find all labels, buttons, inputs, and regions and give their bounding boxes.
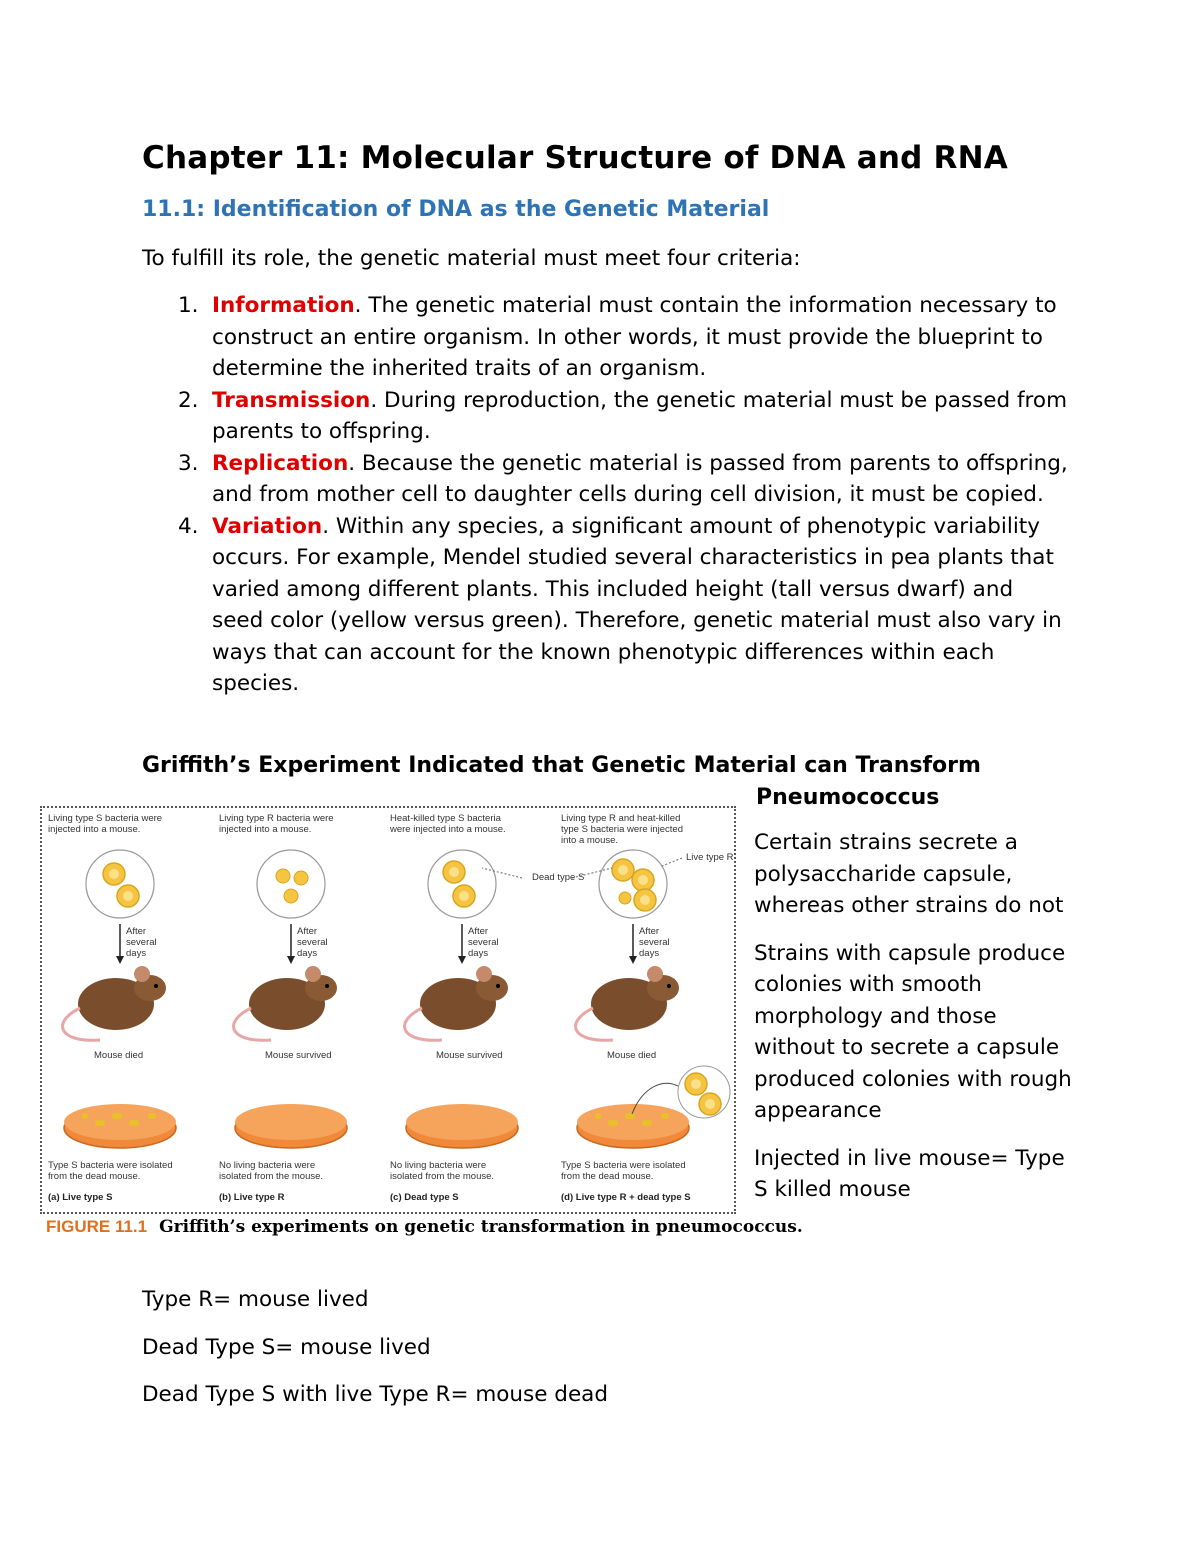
after-several-days-label: After (468, 926, 489, 937)
bacterium-core (638, 875, 648, 885)
mouse-result-label: Mouse survived (265, 1050, 332, 1061)
arrow-head (116, 956, 124, 964)
side-note: Certain strains secrete a polysaccharide capsule, whereas other strains do not (754, 830, 1064, 918)
griffith-figure (40, 806, 736, 1214)
after-several-days-label: several (639, 937, 670, 948)
side-notes (754, 827, 1074, 1222)
petri-dish-agar (577, 1104, 689, 1140)
mouse-ear (647, 966, 663, 982)
panel-bottom-caption: Type S bacteria were isolated (561, 1160, 686, 1171)
mouse-result-label: Mouse survived (436, 1050, 503, 1061)
figure-number: FIGURE 11.1 (46, 1217, 148, 1236)
colony (608, 1120, 614, 1126)
bottom-notes (142, 1284, 608, 1427)
panel-top-caption: were injected into a mouse. (390, 824, 506, 835)
bottom-note: Dead Type S= mouse lived (142, 1334, 431, 1360)
panel-top-caption: Living type R bacteria were (219, 813, 334, 824)
list-item (170, 385, 1070, 448)
criterion-term: Variation (212, 513, 323, 539)
bacterium-core (705, 1099, 715, 1109)
criterion-term: Replication (212, 450, 349, 476)
panel-bottom-caption: No living bacteria were (219, 1160, 316, 1171)
panel-top-caption: into a mouse. (561, 835, 619, 846)
after-several-days-label: days (297, 948, 318, 959)
panel-label: (d) Live type R + dead type S (561, 1192, 691, 1203)
side-note: Injected in live mouse= Type S killed mouse (754, 1145, 1065, 1202)
bacterium-core (459, 891, 469, 901)
bacterium-core (123, 891, 133, 901)
mouse-ear (305, 966, 321, 982)
mouse-result-label: Mouse died (94, 1050, 144, 1061)
panel-label: (b) Live type R (219, 1192, 285, 1203)
colony (625, 1113, 631, 1119)
syringe-circle (428, 850, 496, 918)
mouse-eye (667, 984, 671, 988)
bottom-note: Dead Type S with live Type R= mouse dead (142, 1382, 609, 1407)
criterion-term: Transmission (212, 387, 371, 413)
list-number: 2. (178, 387, 199, 413)
panel-label: (c) Dead type S (390, 1192, 459, 1203)
panel-top-caption: injected into a mouse. (48, 824, 141, 835)
criteria-list (170, 290, 1070, 700)
bacterium-core (618, 865, 628, 875)
mouse-result-label: Mouse died (607, 1050, 657, 1061)
after-several-days-label: days (468, 948, 489, 959)
panel-top-caption: Living type S bacteria were (48, 813, 163, 824)
panel-bottom-caption: No living bacteria were (390, 1160, 487, 1171)
colony (95, 1120, 101, 1126)
figure-caption (46, 1217, 803, 1237)
after-several-days-label: several (297, 937, 328, 948)
colony (129, 1120, 135, 1126)
criterion-text: . During reproduction, the genetic material must be passed from parents to offspring. (212, 387, 1068, 444)
criterion-text: . Within any species, a significant amount of phenotypic variability occurs. For example, Mendel studied several characteristics in pea plants that varied among different plants. This included height (tall versus dwarf) and seed color (yellow versus green). Therefore, genetic material must also vary in ways that can account for the known phenotypic differences within each species. (212, 513, 1062, 696)
list-number: 1. (178, 293, 199, 318)
panel-top-caption: Living type R and heat-killed (561, 813, 681, 824)
bacterium-core (109, 869, 119, 879)
colony (595, 1113, 601, 1119)
bottom-note: Type R= mouse lived (142, 1287, 369, 1312)
panel-top-caption: injected into a mouse. (219, 824, 312, 835)
chapter-title: Chapter 11: Molecular Structure of DNA and RNA (142, 140, 1008, 176)
pointer-line (662, 858, 682, 866)
panel-label: (a) Live type S (48, 1192, 113, 1203)
bacterium-cell (294, 871, 308, 885)
colony (82, 1113, 88, 1119)
after-several-days-label: After (126, 926, 147, 937)
colony (112, 1113, 118, 1119)
colony (148, 1113, 154, 1119)
mouse-eye (154, 984, 158, 988)
bacterium-core (640, 895, 650, 905)
panel-bottom-caption: isolated from the mouse. (390, 1171, 495, 1182)
mouse-ear (476, 966, 492, 982)
colony (661, 1113, 667, 1119)
panel-bottom-caption: isolated from the mouse. (219, 1171, 324, 1182)
list-number: 3. (178, 450, 199, 476)
list-number: 4. (178, 513, 199, 539)
after-several-days-label: After (639, 926, 660, 937)
panel-bottom-caption: Type S bacteria were isolated (48, 1160, 173, 1171)
bacterium-core (449, 867, 459, 877)
after-several-days-label: several (468, 937, 499, 948)
griffith-figure-illustration (42, 808, 734, 1212)
mouse-eye (496, 984, 500, 988)
panel-top-caption: type S bacteria were injected (561, 824, 683, 835)
side-note: Strains with capsule produce colonies with smooth morphology and those without to secrete a capsule produced colonies with rough appearance (754, 940, 1072, 1123)
petri-dish-agar (406, 1104, 518, 1140)
panel-bottom-caption: from the dead mouse. (48, 1171, 141, 1182)
after-several-days-label: After (297, 926, 318, 937)
criterion-text: . The genetic material must contain the information necessary to construct an entire organism. In other words, it must provide the blueprint to determine the inherited traits of an organism. (212, 293, 1057, 381)
bacterium-cell (276, 869, 290, 883)
criterion-term: Information (212, 293, 355, 318)
arrow-head (458, 956, 466, 964)
griffith-heading (142, 750, 1062, 814)
list-item (170, 511, 1070, 700)
colony (642, 1120, 648, 1126)
section-title: 11.1: Identification of DNA as the Genetic Material (142, 197, 770, 222)
bacterium-core (691, 1079, 701, 1089)
petri-dish-agar (64, 1104, 176, 1140)
mouse-ear (134, 966, 150, 982)
after-several-days-label: days (126, 948, 147, 959)
list-item (170, 448, 1070, 511)
arrow-head (287, 956, 295, 964)
griffith-heading-line1: Griffith’s Experiment Indicated that Genetic Material can Transform (142, 753, 981, 778)
after-several-days-label: days (639, 948, 660, 959)
griffith-heading-line2: Pneumococcus (756, 785, 940, 810)
mouse-eye (325, 984, 329, 988)
after-several-days-label: several (126, 937, 157, 948)
bacterium-cell (619, 892, 631, 904)
figure-caption-text: Griffith’s experiments on genetic transformation in pneumococcus. (159, 1217, 803, 1237)
criterion-text: . Because the genetic material is passed from parents to offspring, and from mother cell to daughter cells during cell division, it must be copied. (212, 450, 1068, 507)
intro-text: To fulfill its role, the genetic material must meet four criteria: (142, 246, 801, 271)
dead-type-s-label: Dead type S (532, 872, 585, 883)
arrow-head (629, 956, 637, 964)
bacterium-cell (284, 889, 298, 903)
live-type-r-label: Live type R (686, 852, 734, 863)
panel-top-caption: Heat-killed type S bacteria (390, 813, 501, 824)
panel-bottom-caption: from the dead mouse. (561, 1171, 654, 1182)
petri-dish-agar (235, 1104, 347, 1140)
syringe-circle (257, 850, 325, 918)
list-item (170, 290, 1070, 385)
